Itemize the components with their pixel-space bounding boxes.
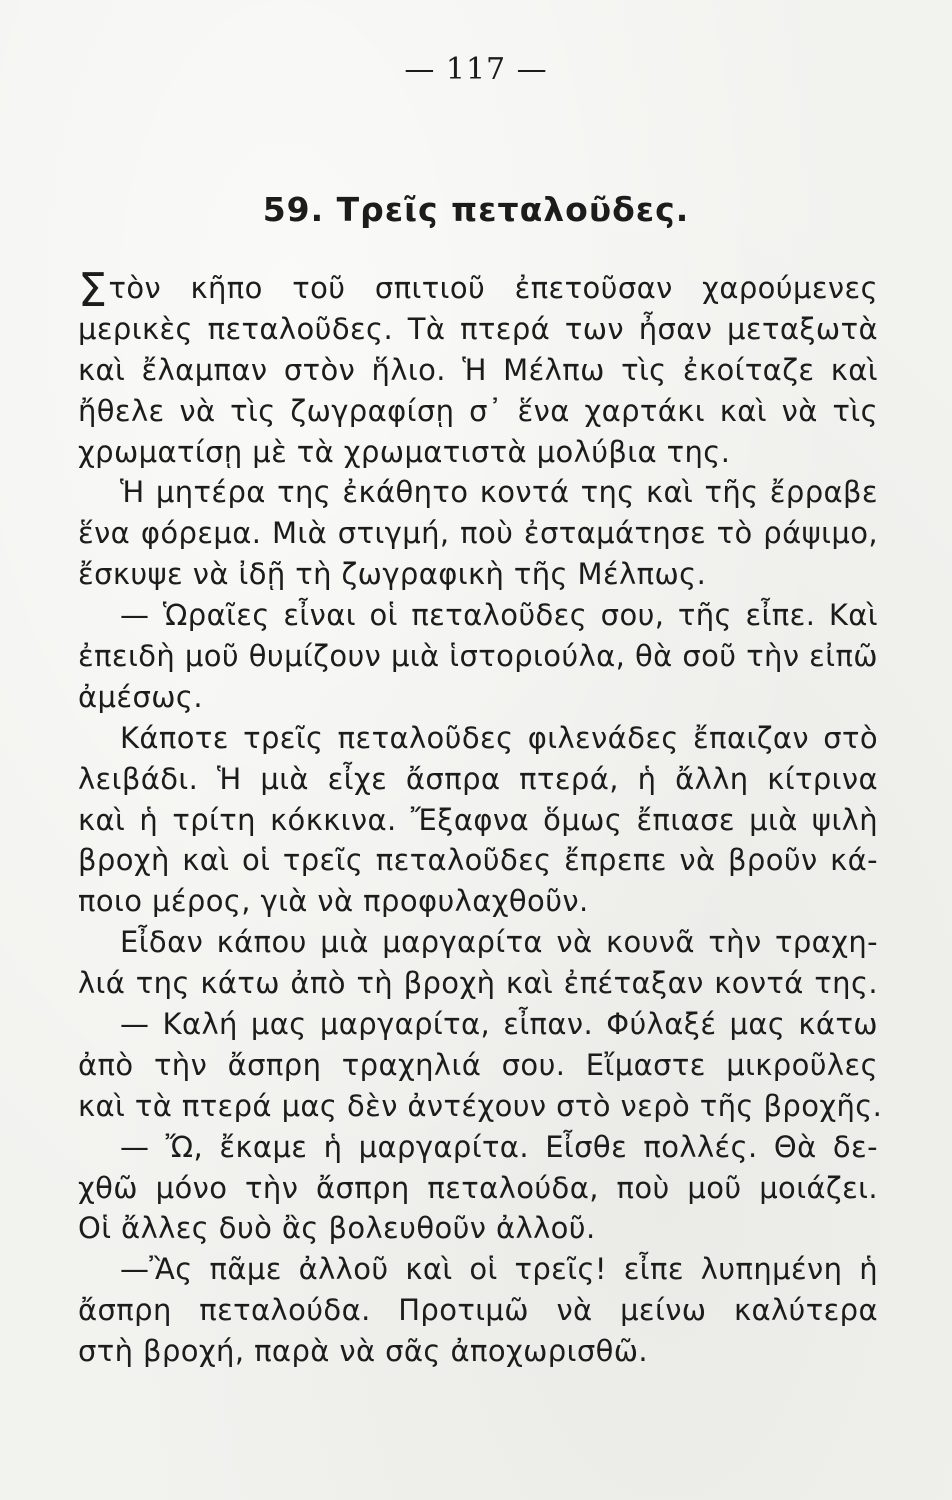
- line-text: καὶ ἔλαμπαν στὸν ἥλιο. Ἡ Μέλπω τὶς ἐκοίταζε καὶ: [78, 352, 878, 387]
- line-text: χθῶ μόνο τὴν ἄσπρη πεταλούδα, ποὺ μοῦ μοιάζει.: [78, 1170, 878, 1205]
- text-line: [78, 1086, 883, 1127]
- text-line: [78, 263, 878, 317]
- text-line: [78, 1290, 878, 1331]
- line-text: —Ἂς πᾶμε ἀλλοῦ καὶ οἱ τρεῖς! εἶπε λυπημένη ἡ: [120, 1252, 878, 1287]
- line-text: τὸν κῆπο τοῦ σπιτιοῦ ἐπετοῦσαν χαρούμενες: [108, 271, 878, 305]
- text-line: [78, 1127, 878, 1168]
- line-text: λιά της κάτω ἀπὸ τὴ βροχὴ καὶ ἐπέταξαν κοντά της.: [78, 966, 878, 1001]
- line-text: στὴ βροχή, παρὰ νὰ σᾶς ἀποχωρισθῶ.: [78, 1334, 649, 1369]
- line-text: ἐπειδὴ μοῦ θυμίζουν μιὰ ἱστοριούλα, θὰ σοῦ τὴν εἰπῶ: [78, 639, 878, 674]
- story-text: [78, 263, 883, 1372]
- text-line: [78, 391, 878, 432]
- text-line: [78, 309, 878, 350]
- line-text: ἕνα φόρεμα. Μιὰ στιγμή, ποὺ ἐσταμάτησε τὸ ράψιμο,: [78, 516, 878, 551]
- text-line: [78, 1331, 878, 1372]
- line-text: Οἱ ἄλλες δυὸ ἂς βολευθοῦν ἀλλοῦ.: [78, 1211, 596, 1246]
- text-line: [78, 677, 878, 718]
- text-line: [78, 759, 878, 800]
- text-line: [78, 1208, 878, 1249]
- line-text: ἄσπρη πεταλούδα. Προτιμῶ νὰ μείνω καλύτερα: [78, 1293, 878, 1328]
- text-line: [78, 1168, 878, 1209]
- line-text: ἔσκυψε νὰ ἰδῇ τὴ ζωγραφικὴ τῆς Μέλπως.: [78, 557, 707, 592]
- line-text: ἀπὸ τὴν ἄσπρη τραχηλιά σου. Εἴμαστε μικροῦλες: [78, 1047, 878, 1082]
- line-text: ἀμέσως.: [78, 679, 203, 714]
- page-number: — 117 —: [404, 52, 548, 87]
- drop-cap: Σ: [78, 263, 108, 317]
- line-text: Εἶδαν κάπου μιὰ μαργαρίτα νὰ κουνᾶ τὴν τραχη-: [120, 925, 878, 960]
- text-line: [78, 595, 878, 636]
- text-line: [78, 472, 878, 513]
- line-text: Ἡ μητέρα της ἐκάθητο κοντά της καὶ τῆς ἔρραβε: [120, 475, 878, 510]
- text-line: [78, 800, 878, 841]
- chapter-title: 59. Τρεῖς πεταλοῦδες.: [262, 190, 690, 229]
- text-line: [78, 840, 878, 881]
- text-line: [78, 513, 878, 554]
- line-text: — Καλή μας μαργαρίτα, εἶπαν. Φύλαξέ μας κάτω: [120, 1007, 878, 1042]
- line-text: ποιο μέρος, γιὰ νὰ προφυλαχθοῦν.: [78, 884, 589, 919]
- line-text: — Ὤ, ἔκαμε ἡ μαργαρίτα. Εἶσθε πολλές. Θὰ δε-: [120, 1129, 878, 1164]
- line-text: καὶ ἡ τρίτη κόκκινα. Ἔξαφνα ὅμως ἔπιασε μιὰ ψιλὴ: [78, 802, 878, 837]
- text-line: [78, 718, 878, 759]
- text-line: [78, 1249, 878, 1290]
- line-text: Κάποτε τρεῖς πεταλοῦδες φιλενάδες ἔπαιζαν στὸ: [120, 720, 878, 755]
- line-text: — Ὡραῖες εἶναι οἱ πεταλοῦδες σου, τῆς εἶπε. Καὶ: [120, 598, 878, 633]
- line-text: ἤθελε νὰ τὶς ζωγραφίσῃ σ᾽ ἕνα χαρτάκι καὶ νὰ τὶς: [78, 393, 878, 428]
- line-text: βροχὴ καὶ οἱ τρεῖς πεταλοῦδες ἔπρεπε νὰ βροῦν κά-: [78, 843, 878, 878]
- text-line: [78, 963, 878, 1004]
- line-text: λειβάδι. Ἡ μιὰ εἶχε ἄσπρα πτερά, ἡ ἄλλη κίτρινα: [78, 761, 878, 796]
- line-text: μερικὲς πεταλοῦδες. Τὰ πτερά των ἦσαν μεταξωτὰ: [78, 311, 878, 346]
- text-line: [78, 432, 878, 473]
- text-line: [78, 350, 878, 391]
- text-line: [78, 554, 878, 595]
- line-text: καὶ τὰ πτερά μας δὲν ἀντέχουν στὸ νερὸ τῆς βροχῆς.: [78, 1088, 883, 1123]
- line-text: χρωματίσῃ μὲ τὰ χρωματιστὰ μολύβια της.: [78, 434, 731, 469]
- text-line: [78, 636, 878, 677]
- text-line: [78, 881, 878, 922]
- text-line: [78, 922, 878, 963]
- text-line: [78, 1045, 878, 1086]
- text-line: [78, 1004, 878, 1045]
